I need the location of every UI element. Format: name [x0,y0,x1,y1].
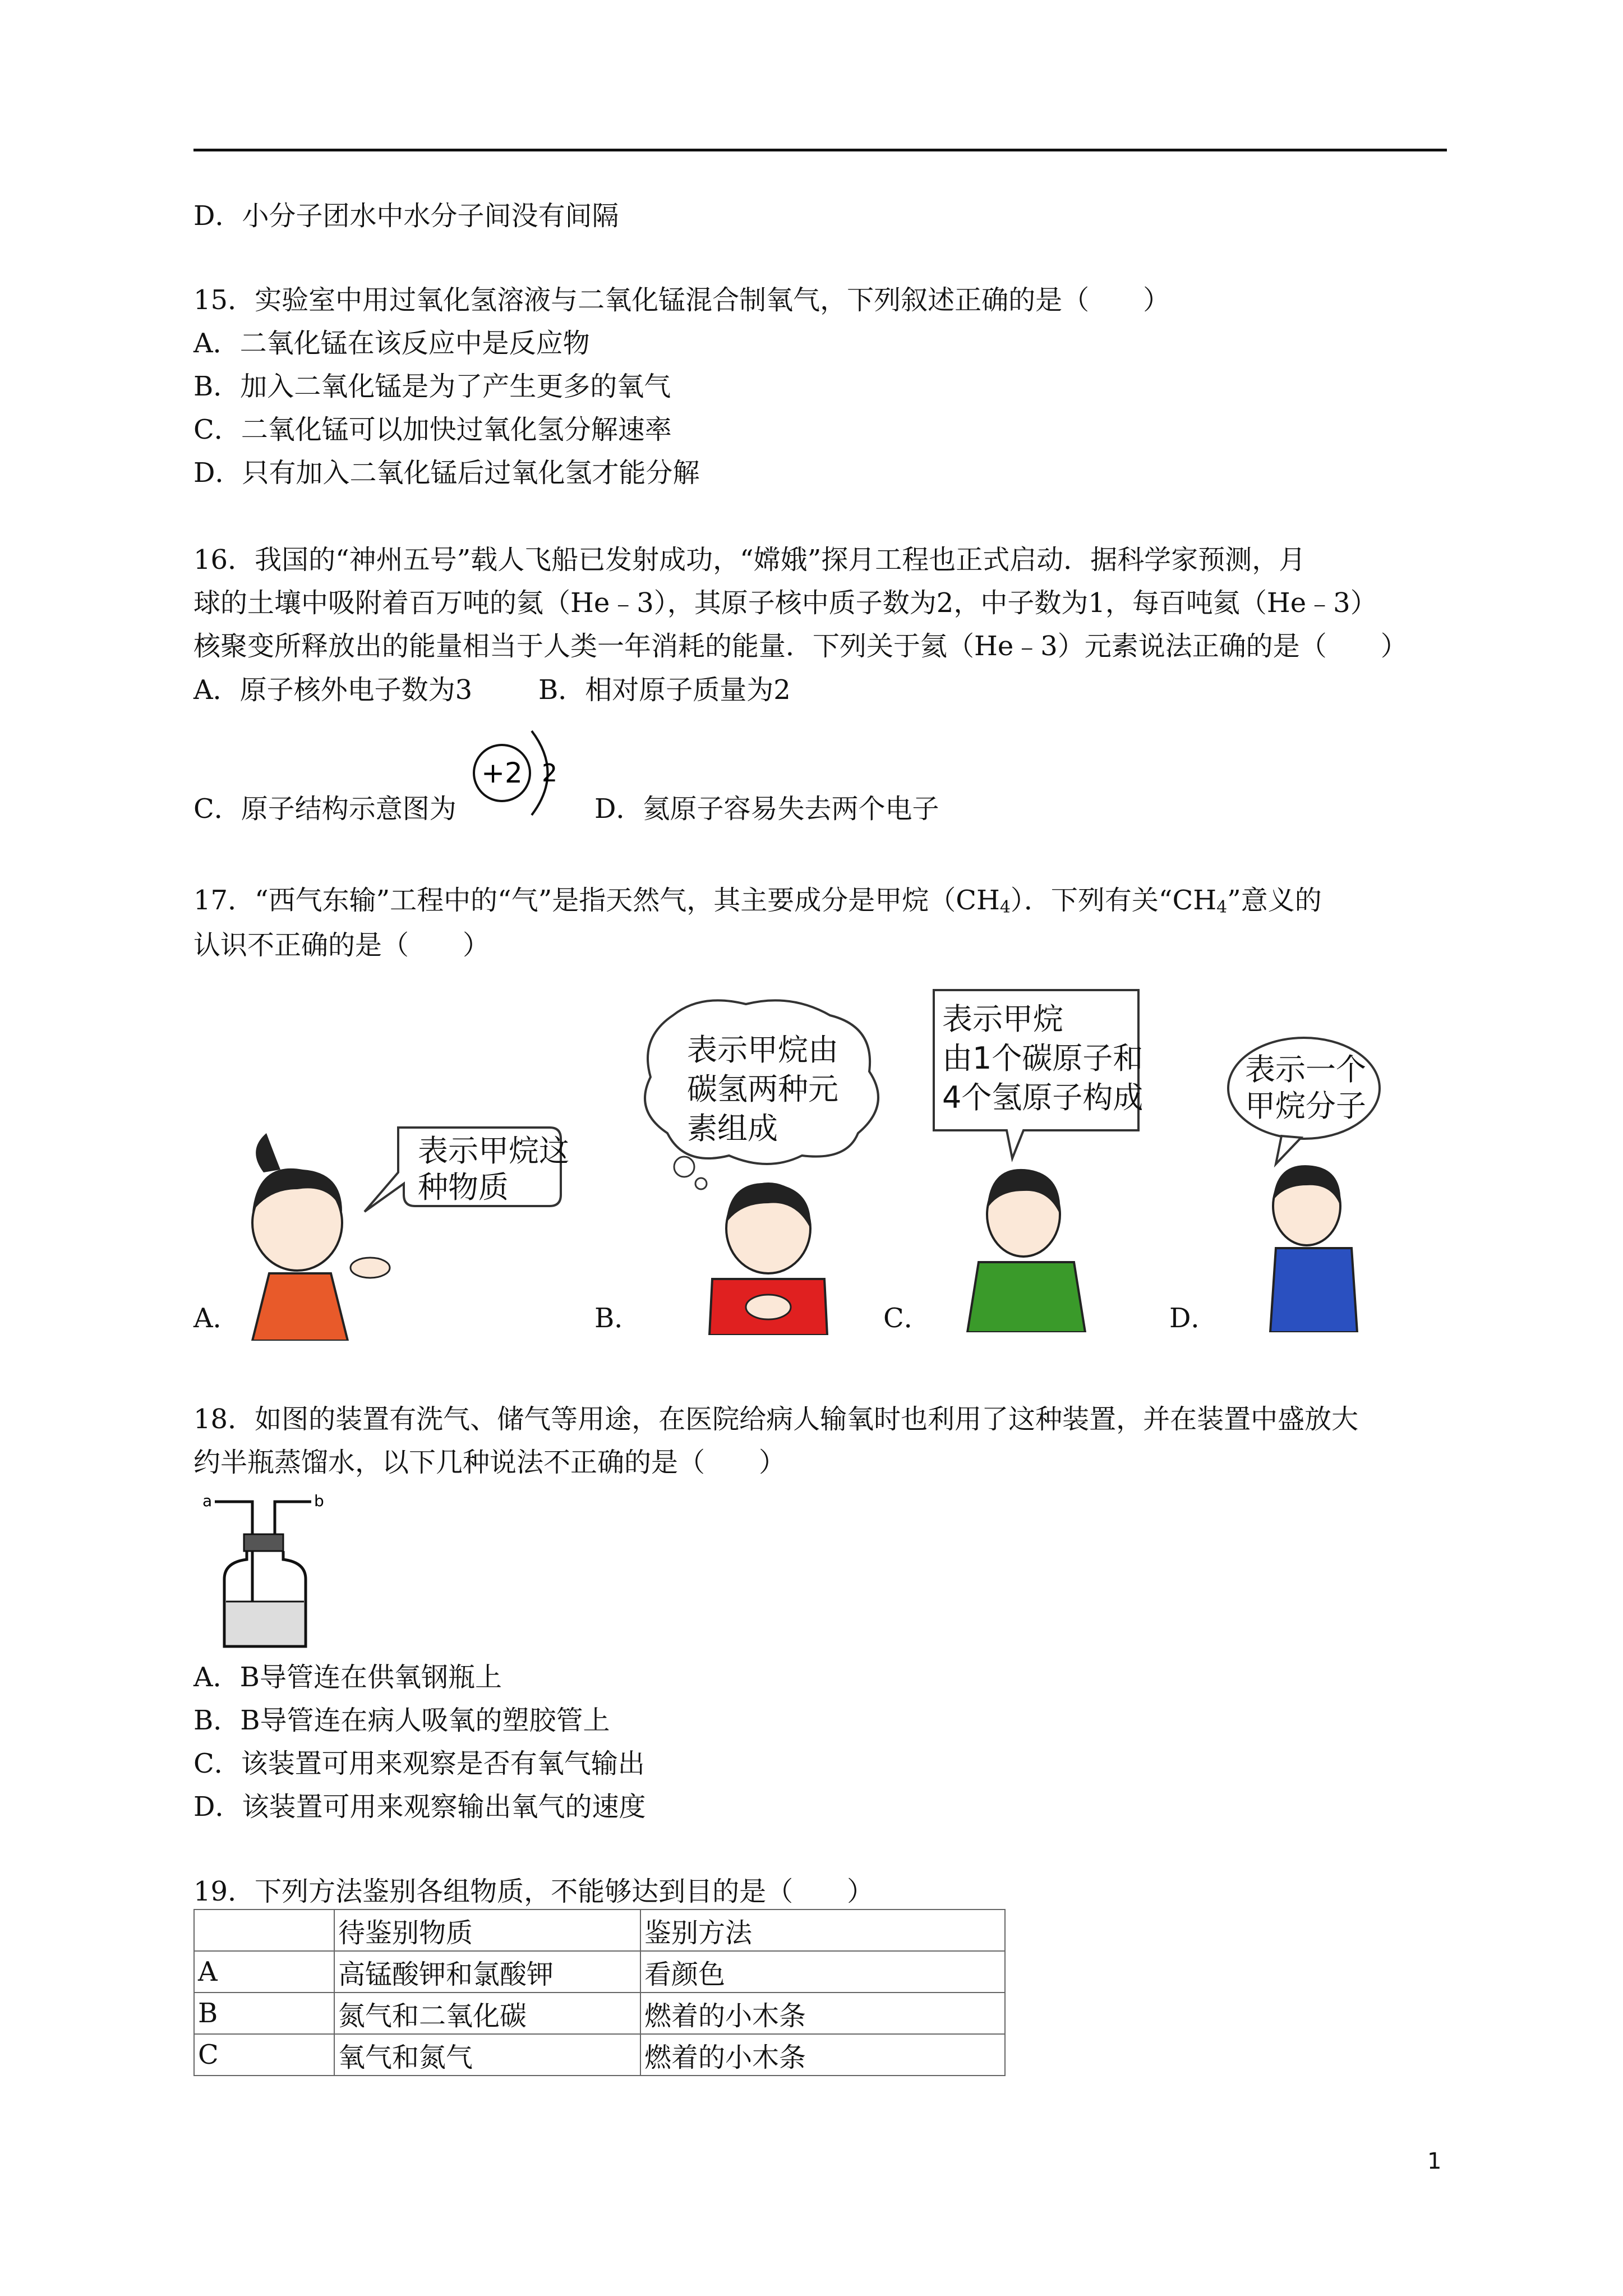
table-cell: 燃着的小木条 [640,1993,1005,2034]
q17-label-d: D． [1169,1303,1218,1334]
q14-option-d: D．小分子团水中水分子间没有间隔 [193,200,619,232]
q16-option-c: C．原子结构示意图为 [193,793,457,825]
q18-option-d: D．该装置可用来观察输出氧气的速度 [193,1791,646,1823]
table-cell: 燃着的小木条 [640,2034,1005,2076]
table-cell: A [194,1951,334,1993]
bubble-c-line-3: 4个氢原子构成 [942,1080,1144,1115]
bubble-b-line-2: 碳氢两种元 [687,1071,838,1107]
bubble-c-line-2: 由1个碳原子和 [942,1041,1144,1076]
table-header-cell: 鉴别方法 [640,1910,1005,1951]
q17-label-a: A． [193,1303,240,1334]
bubble-a-line-1: 表示甲烷这 [418,1133,569,1168]
bubble-a-line-2: 种物质 [418,1170,509,1205]
page-number: 1 [1427,2148,1442,2174]
q15-option-a: A．二氧化锰在该反应中是反应物 [193,328,590,359]
q16-stem-line-3: 核聚变所释放出的能量相当于人类一年消耗的能量．下列关于氦（He﹣3）元素说法正确的是（ ） [193,631,1408,662]
tube-label-b: b [314,1492,324,1510]
helium-atom-diagram [465,721,578,827]
q19-stem: 19．下列方法鉴别各组物质，不能够达到目的是（ ） [193,1876,874,1907]
q16-stem-line-2: 球的土壤中吸附着百万吨的氦（He﹣3），其原子核中质子数为2，中子数为1，每百吨氦（He﹣3） [193,587,1377,619]
table-row [194,1993,1005,2034]
q18-option-c: C．该装置可用来观察是否有氧气输出 [193,1748,645,1779]
bubble-d-line-1: 表示一个 [1245,1052,1366,1087]
table-row [194,1951,1005,1993]
nucleus-charge: +2 [481,757,523,789]
bubble-b-line-3: 素组成 [687,1111,778,1146]
q15-option-c: C．二氧化锰可以加快过氧化氢分解速率 [193,414,672,445]
q19-table [193,1909,1006,2076]
cartoon-boy-blue-shirt-figure [1223,1027,1391,1332]
q18-stem-line-1: 18．如图的装置有洗气、储气等用途，在医院给病人输氧时也利用了这种装置，并在装置中盛放大 [193,1404,1359,1435]
cartoon-boy-green-shirt-figure [928,984,1152,1332]
table-row [194,2034,1005,2076]
q18-stem-line-2: 约半瓶蒸馏水，以下几种说法不正确的是（ ） [193,1447,786,1478]
q17-label-c: C． [883,1303,931,1334]
table-cell: 氮气和二氧化碳 [334,1993,640,2034]
q18-option-b: B．B导管连在病人吸氧的塑胶管上 [193,1705,610,1736]
table-cell: 看颜色 [640,1951,1005,1993]
table-header-row [194,1910,1005,1951]
q17-stem-line-2: 认识不正确的是（ ） [193,930,490,961]
cartoon-boy-red-shirt-figure [634,993,897,1335]
q17-label-b: B． [594,1303,642,1334]
bubble-c-line-1: 表示甲烷 [942,1001,1063,1037]
q16-option-b: B．相对原子质量为2 [538,674,791,706]
table-cell: 高锰酸钾和氯酸钾 [334,1951,640,1993]
q15-option-b: B．加入二氧化锰是为了产生更多的氧气 [193,371,671,402]
table-cell: 氧气和氮气 [334,2034,640,2076]
table-header-cell [194,1910,334,1951]
q16-stem-line-1: 16．我国的“神州五号”载人飞船已发射成功，“嫦娥”探月工程也正式启动．据科学家预测，月 [193,544,1306,576]
cartoon-girl-figure [236,1116,572,1341]
q16-option-d: D．氦原子容易失去两个电子 [594,793,939,825]
q15-option-d: D．只有加入二氧化锰后过氧化氢才能分解 [193,457,700,489]
q17-stem-line-1: 17．“西气东输”工程中的“气”是指天然气，其主要成分是甲烷$(CH_4)$．下列有关“$CH_4$”意义的 [193,885,1322,917]
gas-washing-bottle-diagram [199,1489,334,1652]
q16-option-a: A．原子核外电子数为3 [193,674,473,706]
table-cell: C [194,2034,334,2076]
table-header-cell: 待鉴别物质 [334,1910,640,1951]
bubble-d-line-2: 甲烷分子 [1245,1088,1366,1124]
header-rule [193,149,1447,151]
tube-label-a: a [202,1492,213,1510]
q18-option-a: A．B导管连在供氧钢瓶上 [193,1662,502,1693]
shell-electrons: 2 [542,759,557,788]
q15-stem: 15．实验室中用过氧化氢溶液与二氧化锰混合制氧气，下列叙述正确的是（ ） [193,284,1170,316]
table-cell: B [194,1993,334,2034]
bubble-b-line-1: 表示甲烷由 [687,1032,838,1068]
